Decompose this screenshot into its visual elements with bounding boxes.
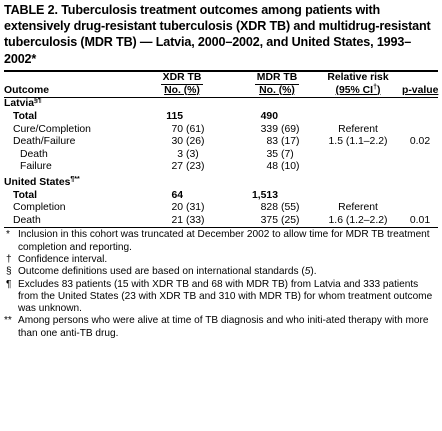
- table-title: TABLE 2. Tuberculosis treatment outcomes among patients with extensively drug-resistant tuberculosis (XDR TB) and multidrug-resistant tuberculosis (MDR TB) — Latvia, 2000–2002, and United States, 1993–2002*: [4, 3, 431, 66]
- footnote: * Inclusion in this cohort was truncated at December 2002 to allow time for MDR TB treatment completion and reporting.: [6, 229, 430, 253]
- section-row-latvia: Latvia§¶: [4, 97, 42, 110]
- xdr-no-pct-header: No. (%): [164, 84, 200, 96]
- mdr-group-header: MDR TB: [256, 71, 298, 83]
- xdr-group-header: XDR TB: [162, 71, 202, 83]
- footnotes: [4, 229, 438, 340]
- ci-header: (95% CI†): [335, 83, 381, 96]
- table-row: Total 115 490: [13, 111, 278, 122]
- outcomes-table: [4, 72, 438, 228]
- bottom-rule: [4, 227, 438, 228]
- section-row-united-states: United States¶**: [4, 175, 80, 188]
- footnote: ** Among persons who were alive at time of TB diagnosis and who initi-ated therapy with more than one anti-TB drug.: [4, 315, 429, 339]
- footnote: ¶ Excludes 83 patients (15 with XDR TB and 68 with MDR TB) from Latvia and 333 patients from the United States (23 with XDR TB and 310 with MDR TB) for whom treatment outcome was unknown.: [6, 278, 433, 315]
- pvalue-header: p-value: [402, 84, 439, 96]
- reference-number: 5: [304, 266, 311, 278]
- table-row: Death/Failure 30 (26) 83 (17) 1.5 (1.1–2.2) 0.02: [13, 136, 431, 148]
- table-document: [4, 0, 438, 340]
- mdr-no-pct-header: No. (%): [259, 84, 295, 96]
- header-row-columns: [4, 85, 438, 98]
- table-row: Death 21 (33) 375 (25) 1.6 (1.2–2.2) 0.01: [13, 214, 431, 226]
- footnote: § Outcome definitions used are based on international standards (5).: [6, 266, 317, 278]
- table-row: Total 64 1,513: [13, 189, 278, 201]
- table-row: Failure 27 (23) 48 (10): [20, 161, 300, 173]
- table-row: Completion 20 (31) 828 (55) Referent: [13, 202, 378, 214]
- table-row: Cure/Completion 70 (61) 339 (69) Referent: [13, 123, 378, 135]
- footnote: † Confidence interval.: [6, 253, 108, 265]
- table-row: Death 3 (3) 35 (7): [20, 148, 294, 160]
- relative-risk-header: Relative risk: [327, 72, 389, 84]
- outcome-header: Outcome: [4, 84, 50, 96]
